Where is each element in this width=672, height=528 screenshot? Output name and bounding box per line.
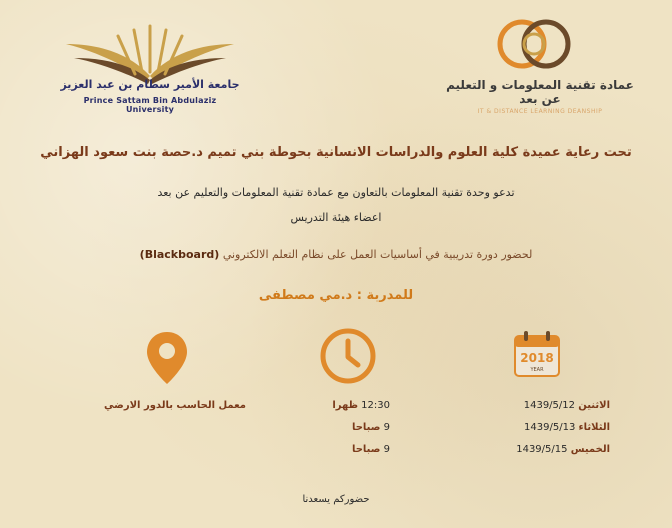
day-row-2 (470, 422, 610, 433)
day-name: الخميس (570, 444, 610, 455)
time-label: ظهرا (332, 400, 358, 411)
time-row-1 (300, 400, 390, 411)
time-row-2 (300, 422, 390, 433)
calendar-icon (512, 328, 562, 378)
day-date: 1439/5/13 (524, 422, 576, 433)
course-text: لحضور دورة تدريبية في أساسيات العمل على نظام التعلم الالكتروني (222, 248, 533, 261)
course-description (0, 248, 672, 261)
university-name-arabic: جامعة الأمير سطام بن عبد العزيز (60, 78, 240, 91)
deanship-name-arabic: عمادة تقنية المعلومات و التعليم عن بعد (446, 78, 634, 106)
audience-line: اعضاء هيئة التدريس (290, 211, 382, 224)
invitation-line: تدعو وحدة تقنية المعلومات بالتعاون مع عمادة تقنية المعلومات والتعليم عن بعد (157, 186, 515, 199)
calendar-year: 2018 (520, 351, 554, 365)
location-pin-icon (145, 330, 189, 386)
day-name: الاثنين (578, 400, 610, 411)
day-date: 1439/5/12 (523, 400, 576, 411)
closing-line: حضوركم يسعدنا (302, 494, 370, 505)
time-label: صباحا (351, 444, 381, 455)
trainer-line: للمدربة : د.مي مصطفى (258, 288, 414, 303)
clock-icon (319, 327, 377, 385)
deanship-name-english: IT & DISTANCE LEARNING DEANSHIP (477, 108, 603, 115)
time-label: صباحا (351, 422, 381, 433)
calendar-year-label: YEAR (530, 367, 544, 373)
day-date: 1439/5/15 (516, 444, 568, 455)
patronage-heading: تحت رعاية عميدة كلية العلوم والدراسات الانسانية بحوطة بني تميم د.حصة بنت سعود الهزاني (40, 145, 632, 160)
location-text: معمل الحاسب بالدور الارضي (104, 400, 246, 411)
time-value: 9 (383, 422, 390, 433)
day-row-3 (470, 444, 610, 455)
time-value: 12:30 (361, 400, 390, 411)
course-system: (Blackboard) (139, 248, 220, 261)
university-name-english: Prince Sattam Bin Abdulaziz University (83, 96, 217, 114)
time-row-3 (300, 444, 390, 455)
day-name: الثلاثاء (578, 422, 610, 433)
day-row-1 (470, 400, 610, 411)
time-value: 9 (383, 444, 390, 455)
deanship-logo (480, 14, 590, 74)
